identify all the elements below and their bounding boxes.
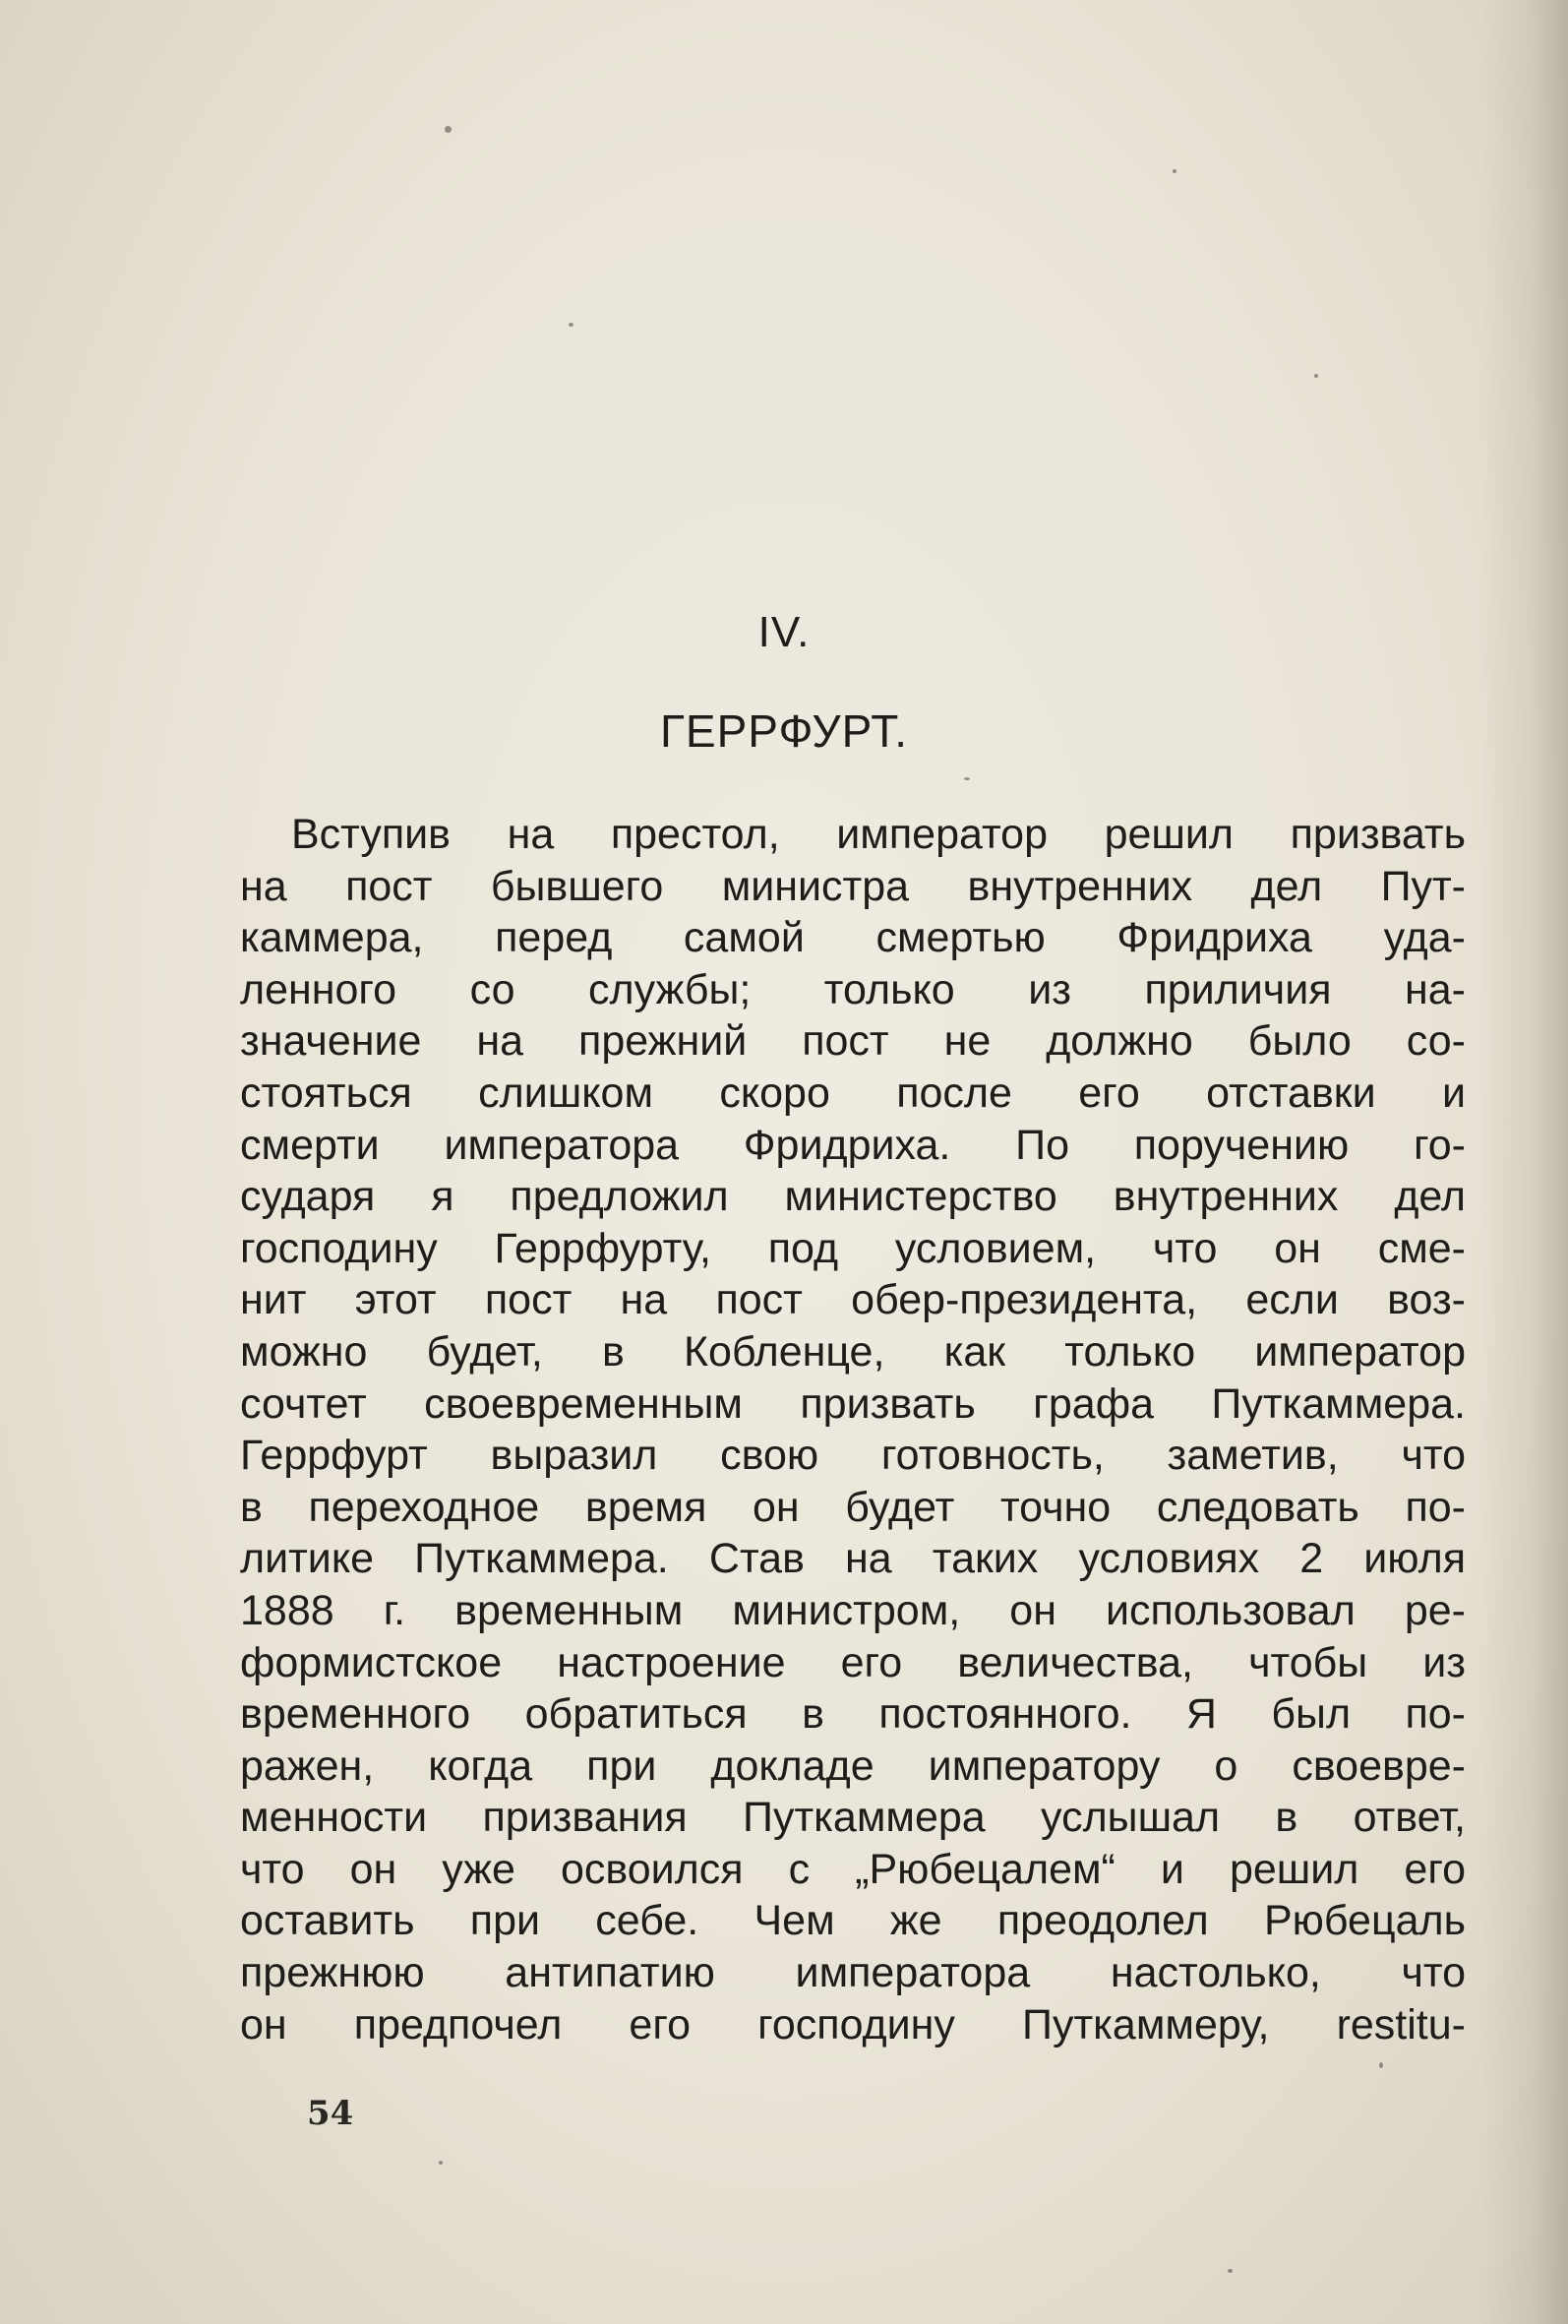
text-line: на пост бывшего министра внутренних дел Пут- [240,862,1466,910]
text-line: менности призвания Путкаммера услышал в ответ, [240,1794,1466,1842]
text-line: он предпочел его господину Путкаммеру, restitu- [240,2000,1466,2049]
text-line: 1888 г. временным министром, он использовал ре- [240,1586,1466,1634]
text-line: сочтет своевременным призвать графа Путкаммера. [240,1379,1466,1428]
text-line: ражен, когда при докладе императору о своевре- [240,1742,1466,1790]
paper-speck [445,126,452,133]
text-line: временного обратиться в постоянного. Я был по- [240,1690,1466,1739]
text-line: каммера, перед самой смертью Фридриха уда- [240,914,1466,962]
text-line: что он уже освоился с „Рюбецалем“ и решил его [240,1845,1466,1893]
body-text [240,809,1466,2050]
text-line: Вступив на престол, император решил призвать [291,811,1466,858]
text-line: формистское настроение его величества, чтобы из [240,1638,1466,1686]
text-line: значение на прежний пост не должно было со- [240,1017,1466,1066]
paper-speck [1228,2269,1233,2273]
page-edge-shadow [1479,0,1568,2324]
text-line: литике Путкаммера. Став на таких условиях 2 июля [240,1535,1466,1583]
text-line: стояться слишком скоро после его отставки и [240,1069,1466,1117]
text-line: смерти императора Фридриха. По поручению го- [240,1121,1466,1169]
text-line: господину Геррфурту, под условием, что он сме- [240,1224,1466,1272]
chapter-title: ГЕРРФУРТ. [660,705,908,757]
paper-speck [1314,374,1318,378]
text-line: оставить при себе. Чем же преодолел Рюбецаль [240,1897,1466,1945]
text-line: Геррфурт выразил свою готовность, заметив, что [240,1432,1466,1480]
paper-speck [569,323,573,327]
page-number: 54 [307,2094,354,2133]
text-line: прежнюю антипатию императора настолько, что [240,1949,1466,1997]
paper-speck [1379,2062,1383,2068]
text-line: ленного со службы; только из приличия на- [240,965,1466,1013]
text-line: сударя я предложил министерство внутренних дел [240,1173,1466,1221]
text-line: можно будет, в Кобленце, как только император [240,1327,1466,1376]
paper-speck [964,777,970,780]
paper-speck [439,2161,443,2165]
chapter-number: IV. [757,608,811,656]
paper-speck [1173,169,1176,173]
text-line: нит этот пост на пост обер-президента, если воз- [240,1276,1466,1324]
text-line: в переходное время он будет точно следовать по- [240,1483,1466,1531]
